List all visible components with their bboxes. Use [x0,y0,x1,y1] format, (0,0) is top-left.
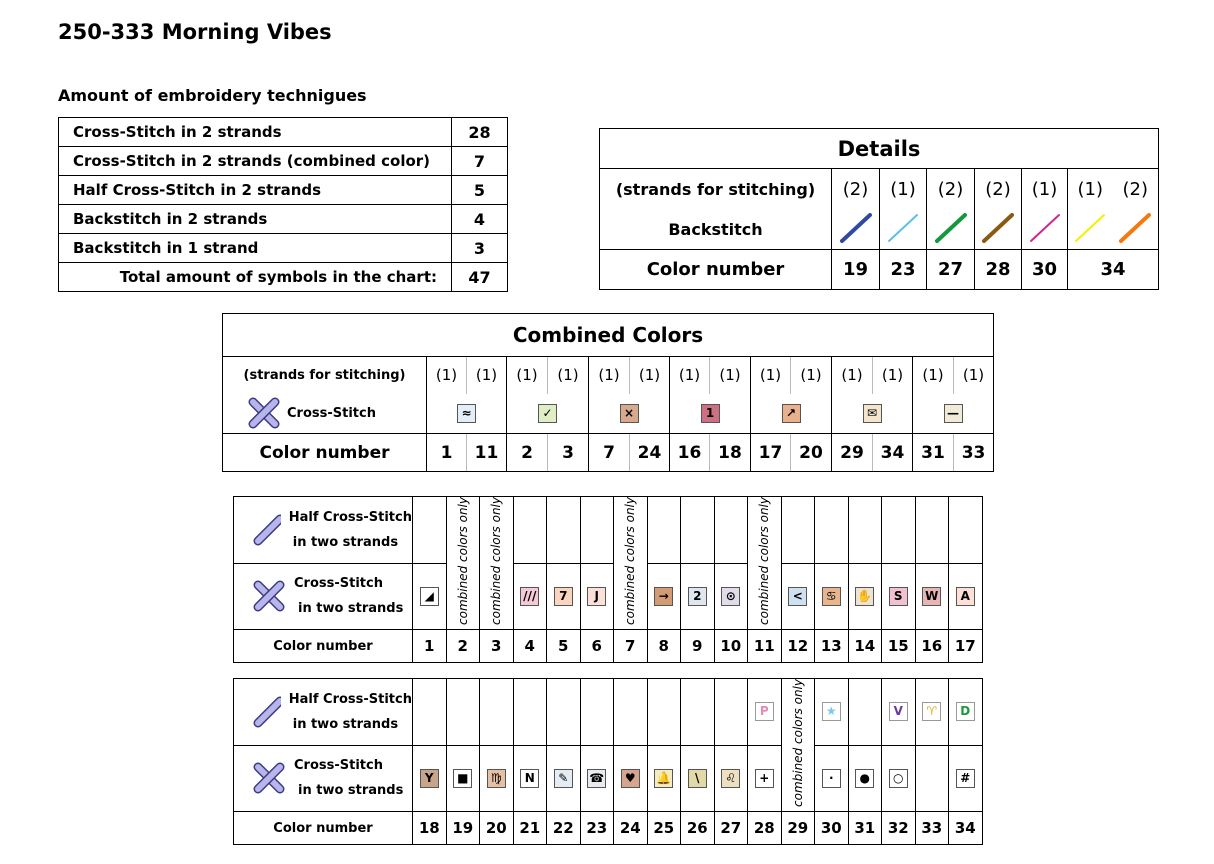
strand-count: (1) [751,357,791,394]
combined-symbol: ✉ [863,404,882,423]
cross-stitch-symbol: ♥ [621,769,640,788]
cross-stitch-symbol: 7 [554,587,573,606]
color-number: 15 [882,630,916,663]
color-number: 18 [413,812,447,845]
color-number: 2 [446,630,480,663]
combined-colors-table [222,313,994,472]
color-number: 27 [714,812,748,845]
cross-stitch-symbol: ✎ [554,769,573,788]
half-stitch-symbol: D [956,702,975,721]
grid-label-line: Cross-Stitch [294,576,383,592]
grid-label-line: in two strands [298,783,404,799]
cross-stitch-symbol: S [889,587,908,606]
symbol-grid-2 [233,678,983,845]
strand-count: (1) [791,357,832,394]
technique-label: Cross-Stitch in 2 strands [59,118,452,147]
color-number: 13 [815,630,849,663]
color-number: 14 [848,630,882,663]
color-number: 18 [710,434,751,472]
combined-only-note: combined colors only [623,497,638,625]
color-number: 11 [467,434,507,472]
color-number: 32 [882,812,916,845]
cross-stitch-symbol: < [788,587,807,606]
color-number: 33 [915,812,949,845]
backstitch-line [1031,215,1059,241]
grid-label-line: Cross-Stitch [294,758,383,774]
amount-row [59,234,508,263]
color-number: 19 [446,812,480,845]
color-number: 24 [614,812,648,845]
technique-count: 5 [452,176,508,205]
cross-stitch-symbol: ● [855,769,874,788]
color-number: 20 [480,812,514,845]
color-number: 30 [815,812,849,845]
strand-count: (1) [832,357,873,394]
color-number: 17 [751,434,791,472]
backstitch-line [842,215,870,241]
backstitch-line-icon [975,211,1022,250]
technique-label: Backstitch in 1 strand [59,234,452,263]
color-number: 16 [670,434,710,472]
strand-count: (2) [832,169,880,211]
half-cross-stitch-icon [252,513,281,547]
amount-table [58,117,508,292]
backstitch-line-icon [880,211,927,250]
half-stitch-symbol: ♈ [922,702,941,721]
cross-stitch-symbol: /// [520,587,539,606]
color-number: 27 [927,249,975,289]
half-stitch-symbol: ★ [822,702,841,721]
grid-color-number-label: Color number [234,812,413,845]
grid-label-line: Half Cross-Stitch [288,509,412,525]
color-number: 16 [915,630,949,663]
combined-symbol: — [944,404,963,423]
color-number: 20 [791,434,832,472]
combined-header: Combined Colors [223,314,994,357]
page-title: 250-333 Morning Vibes [58,20,332,44]
details-color-number-label: Color number [600,249,832,289]
cross-stitch-symbol: # [956,769,975,788]
strand-count: (1) [954,357,994,394]
strand-count: (1) [913,357,954,394]
color-number: 26 [681,812,715,845]
combined-color-number-label: Color number [223,434,427,472]
half-cross-stitch-icon [252,695,281,729]
strand-count: (2) [1113,169,1159,211]
combined-cross-label: Cross-Stitch [287,405,376,421]
color-number: 23 [580,812,614,845]
technique-label: Backstitch in 2 strands [59,205,452,234]
strand-count: (1) [1068,169,1113,211]
color-number: 34 [1068,249,1159,289]
amount-row [59,205,508,234]
strand-count: (1) [873,357,913,394]
strand-count: (2) [927,169,975,211]
color-number: 7 [614,630,648,663]
strand-count: (1) [589,357,630,394]
total-label: Total amount of symbols in the chart: [59,263,452,292]
cross-stitch-symbol: ○ [889,769,908,788]
cross-stitch-symbol: ◢ [420,587,439,606]
combined-symbol: ↗ [782,404,801,423]
cross-stitch-symbol: ⊙ [721,587,740,606]
color-number: 6 [580,630,614,663]
cross-stitch-symbol: W [922,587,941,606]
color-number: 29 [781,812,815,845]
strand-count: (1) [467,357,507,394]
grid-label-line: in two strands [298,601,404,617]
details-backstitch-label: Backstitch [600,211,832,250]
color-number: 28 [748,812,782,845]
combined-symbol: ≈ [457,404,476,423]
color-number: 10 [714,630,748,663]
color-number: 31 [848,812,882,845]
color-number: 30 [1022,249,1068,289]
half-stitch-symbol: V [889,702,908,721]
grid-label-line: in two strands [292,534,399,550]
cross-stitch-symbol: ♋ [822,587,841,606]
details-table [599,128,1159,290]
total-value: 47 [452,263,508,292]
color-number: 23 [880,249,927,289]
backstitch-line [1076,215,1104,241]
strand-count: (1) [1022,169,1068,211]
color-number: 17 [949,630,983,663]
backstitch-line-icon [1113,211,1159,250]
amount-heading: Amount of embroidery technigues [58,86,367,105]
cross-stitch-symbol: 2 [688,587,707,606]
strand-count: (1) [670,357,710,394]
combined-only-note: combined colors only [455,497,470,625]
cross-stitch-symbol: ■ [453,769,472,788]
cross-stitch-symbol: + [755,769,774,788]
color-number: 9 [681,630,715,663]
color-number: 31 [913,434,954,472]
color-number: 34 [873,434,913,472]
cross-stitch-icon [252,761,286,795]
backstitch-line [1121,215,1149,241]
backstitch-line-icon [1022,211,1068,250]
color-number: 21 [513,812,547,845]
color-number: 19 [832,249,880,289]
cross-stitch-symbol: → [654,587,673,606]
technique-label: Half Cross-Stitch in 2 strands [59,176,452,205]
color-number: 7 [589,434,630,472]
color-number: 29 [832,434,873,472]
color-number: 12 [781,630,815,663]
combined-strands-label: (strands for stitching) [223,357,427,394]
technique-label: Cross-Stitch in 2 strands (combined color) [59,147,452,176]
backstitch-line [984,215,1012,241]
strand-count: (1) [710,357,751,394]
cross-stitch-symbol: \ [688,769,707,788]
color-number: 8 [647,630,681,663]
amount-row [59,118,508,147]
strand-count: (1) [427,357,467,394]
technique-count: 28 [452,118,508,147]
grid-label-line: Half Cross-Stitch [288,691,412,707]
combined-only-note: combined colors only [489,497,504,625]
color-number: 11 [748,630,782,663]
half-stitch-symbol: P [755,702,774,721]
combined-symbol: 1 [701,404,720,423]
combined-symbol: ✓ [538,404,557,423]
cross-stitch-icon [247,396,281,430]
details-strands-label: (strands for stitching) [600,169,832,211]
technique-count: 7 [452,147,508,176]
backstitch-line [937,215,965,241]
backstitch-line [889,215,917,241]
combined-only-note: combined colors only [757,497,772,625]
cross-stitch-symbol: N [520,769,539,788]
strand-count: (1) [630,357,670,394]
color-number: 22 [547,812,581,845]
cross-stitch-symbol: A [956,587,975,606]
backstitch-line-icon [1068,211,1113,250]
amount-total-row [59,263,508,292]
combined-symbol: × [620,404,639,423]
color-number: 1 [413,630,447,663]
color-number: 25 [647,812,681,845]
color-number: 4 [513,630,547,663]
cross-stitch-symbol: J [587,587,606,606]
amount-row [59,147,508,176]
technique-count: 3 [452,234,508,263]
color-number: 28 [975,249,1022,289]
color-number: 33 [954,434,994,472]
details-header: Details [600,129,1159,169]
amount-row [59,176,508,205]
combined-only-note: combined colors only [790,679,805,807]
symbol-grid-1 [233,496,983,663]
color-number: 3 [480,630,514,663]
cross-stitch-symbol: ☎ [587,769,606,788]
grid-label-line: in two strands [292,716,399,732]
strand-count: (1) [880,169,927,211]
cross-stitch-symbol: ✋ [855,587,874,606]
color-number: 3 [548,434,589,472]
cross-stitch-symbol: 🔔 [654,769,673,788]
strand-count: (2) [975,169,1022,211]
cross-stitch-icon [252,579,286,613]
cross-stitch-symbol: ♌ [721,769,740,788]
cross-stitch-symbol: Y [420,769,439,788]
cross-stitch-symbol: · [822,769,841,788]
color-number: 34 [949,812,983,845]
cross-stitch-symbol: ♍ [487,769,506,788]
backstitch-line-icon [927,211,975,250]
color-number: 5 [547,630,581,663]
strand-count: (1) [507,357,548,394]
color-number: 24 [630,434,670,472]
technique-count: 4 [452,205,508,234]
backstitch-line-icon [832,211,880,250]
color-number: 1 [427,434,467,472]
color-number: 2 [507,434,548,472]
strand-count: (1) [548,357,589,394]
grid-color-number-label: Color number [234,630,413,663]
